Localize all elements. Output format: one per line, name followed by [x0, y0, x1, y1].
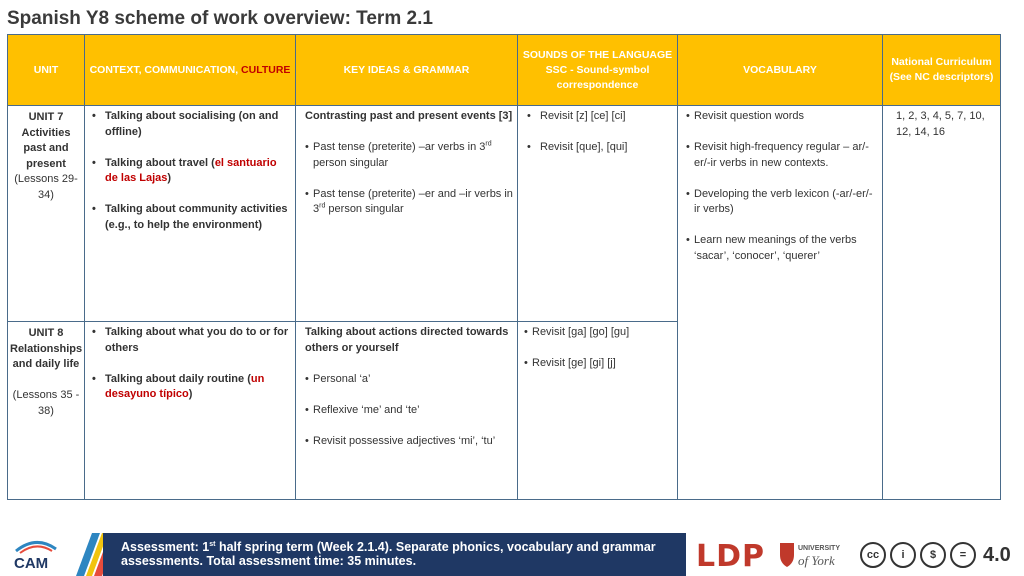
vocab-item: • Revisit question words [686, 109, 878, 125]
national-curriculum-cell: 1, 2, 3, 4, 5, 7, 10, 12, 14, 16 [883, 106, 1001, 500]
unit-8-context [85, 322, 296, 500]
grammar-item: • Personal ‘a’ [305, 372, 513, 388]
context-item: • Talking about socialising (on and offline) [89, 109, 291, 140]
header-context: CONTEXT, COMMUNICATION, CULTURE [85, 35, 296, 106]
scheme-of-work-table [7, 34, 1001, 500]
assessment-text: Assessment: 1st half spring term (Week 2.1.4). Separate phonics, vocabulary and grammar assessments. Total assessment time: 35 minutes. [121, 540, 656, 568]
ldp-logo: LDP [696, 539, 766, 574]
unit-7-key-ideas [296, 106, 518, 322]
page-title: Spanish Y8 scheme of work overview: Term 2.1 [7, 8, 433, 29]
footer [0, 533, 1024, 576]
vocab-item: • Learn new meanings of the verbs ‘sacar’, ‘conocer’, ‘querer’ [686, 233, 878, 264]
license-version: 4.0 [983, 543, 1011, 566]
creative-commons-license [860, 540, 1011, 570]
sound-item: • Revisit [ge] [gi] [j] [524, 356, 673, 372]
key-heading: Contrasting past and present events [3] [305, 110, 513, 122]
vocabulary-cell [678, 106, 883, 500]
header-national-curriculum: National Curriculum (See NC descriptors) [883, 35, 1001, 106]
context-item: • Talking about travel (el santuario de las Lajas) [89, 156, 291, 187]
nc-icon: $ [920, 542, 946, 568]
context-item: • Talking about daily routine (un desayuno típico) [89, 372, 291, 403]
key-heading: Talking about actions directed towards others or yourself [305, 326, 509, 354]
header-culture: CULTURE [241, 63, 291, 76]
vocab-item: • Developing the verb lexicon (-ar/-er/-ir verbs) [686, 187, 878, 218]
unit-7-row [8, 106, 1001, 322]
unit-7-cell: UNIT 7 Activities past and present (Lessons 29-34) [8, 106, 85, 322]
grammar-item: • Revisit possessive adjectives ‘mi’, ‘tu’ [305, 434, 513, 450]
context-item: • Talking about what you do to or for others [89, 325, 291, 356]
unit-7-sounds [518, 106, 678, 322]
header-key-ideas: KEY IDEAS & GRAMMAR [296, 35, 518, 106]
cam-logo [8, 535, 64, 573]
sound-item: • Revisit [ga] [go] [gu] [524, 325, 673, 341]
unit-8-lessons: (Lessons 35 - 38) [12, 389, 80, 417]
svg-text:of York: of York [798, 553, 835, 568]
grammar-item: • Past tense (preterite) –ar verbs in 3rd person singular [305, 140, 513, 171]
header-row [8, 35, 1001, 106]
svg-text:UNIVERSITY: UNIVERSITY [798, 545, 841, 552]
grammar-item: • Past tense (preterite) –er and –ir verbs in 3rd person singular [305, 187, 513, 218]
nd-icon: = [950, 542, 976, 568]
by-icon: i [890, 542, 916, 568]
header-unit: UNIT [8, 35, 85, 106]
sound-item: • Revisit [z] [ce] [ci] [524, 109, 673, 125]
unit-7-lessons: (Lessons 29-34) [14, 173, 78, 201]
grammar-item: • Reflexive ‘me’ and ‘te’ [305, 403, 513, 419]
unit-8-sounds [518, 322, 678, 500]
cam-logo-text: CAM [14, 555, 49, 572]
cc-icon: cc [860, 542, 886, 568]
vocab-item: • Revisit high-frequency regular – ar/-er/-ir verbs in new contexts. [686, 140, 878, 171]
unit-7-context [85, 106, 296, 322]
sound-item: • Revisit [que], [qui] [524, 140, 673, 156]
unit-8-key-ideas [296, 322, 518, 500]
context-item: • Talking about community activities (e.g., to help the environment) [89, 202, 291, 233]
unit-8-cell: UNIT 8 Relationships and daily life (Lessons 35 - 38) [8, 322, 85, 500]
header-sounds: SOUNDS OF THE LANGUAGE SSC - Sound-symbol correspondence [518, 35, 678, 106]
header-vocabulary: VOCABULARY [678, 35, 883, 106]
university-of-york-logo [778, 539, 850, 571]
